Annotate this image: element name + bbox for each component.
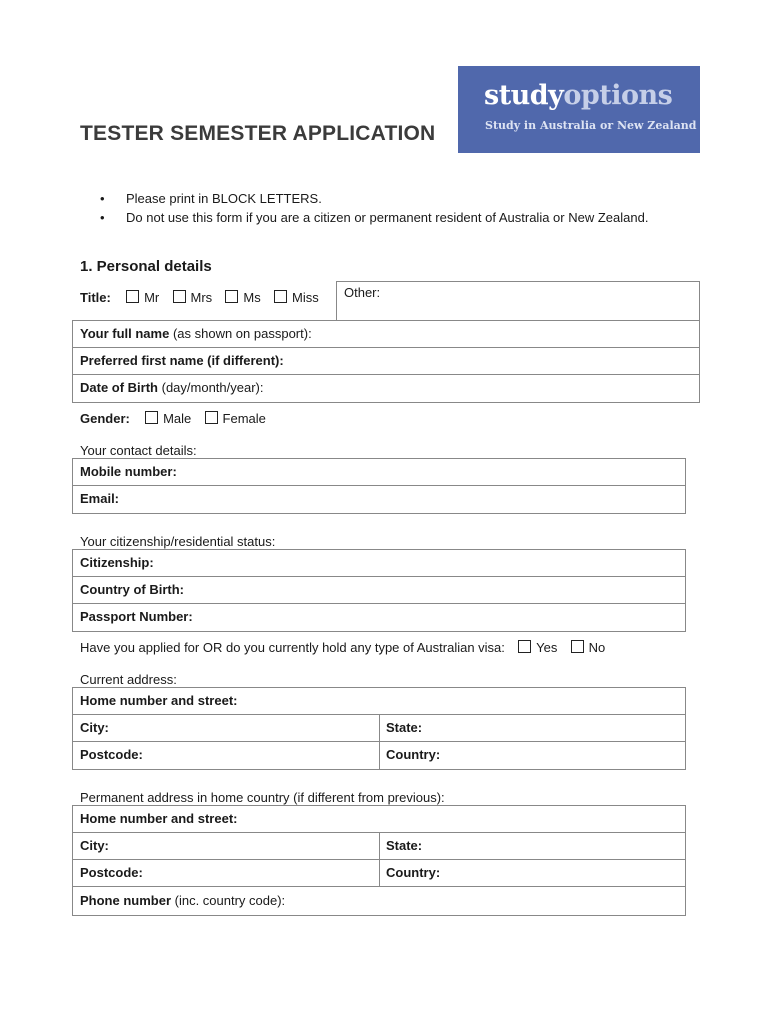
- preferred-name-field[interactable]: [73, 348, 699, 375]
- title-miss-checkbox[interactable]: [274, 290, 287, 303]
- page-title: TESTER SEMESTER APPLICATION: [80, 122, 436, 145]
- mobile-label: Mobile number:: [80, 464, 177, 479]
- passport-label: Passport Number:: [80, 609, 193, 624]
- visa-row: [80, 640, 605, 655]
- gender-male-checkbox[interactable]: [145, 411, 158, 424]
- instruction-text: Do not use this form if you are a citizen or permanent resident of Australia or New Zealand.: [126, 210, 649, 225]
- current-country-field[interactable]: [380, 742, 685, 769]
- current-postcode-field[interactable]: [73, 742, 379, 769]
- title-ms-label: Ms: [243, 290, 261, 305]
- visa-yes-label: Yes: [536, 640, 558, 655]
- current-country-label: Country:: [386, 747, 441, 762]
- bullet-icon: •: [100, 210, 105, 225]
- permanent-state-label: State:: [386, 838, 423, 853]
- visa-no-checkbox[interactable]: [571, 640, 584, 653]
- dob-label: Date of Birth: [80, 380, 158, 395]
- current-postcode-country-row: [73, 742, 685, 769]
- full-name-field[interactable]: [73, 320, 699, 348]
- citizenship-label: Citizenship:: [80, 555, 154, 570]
- dob-hint: (day/month/year):: [158, 380, 264, 395]
- contact-heading: Your contact details:: [80, 443, 197, 458]
- full-name-label: Your full name: [80, 326, 170, 341]
- current-street-label: Home number and street:: [80, 693, 238, 708]
- permanent-city-state-row: [73, 833, 685, 860]
- country-of-birth-label: Country of Birth:: [80, 582, 184, 597]
- citizenship-table: [72, 549, 686, 632]
- gender-row: [80, 411, 266, 426]
- logo-brand-b: options: [563, 80, 673, 111]
- permanent-city-label: City:: [80, 838, 109, 853]
- bullet-icon: •: [100, 191, 105, 206]
- instruction-text: Please print in BLOCK LETTERS.: [126, 191, 322, 206]
- current-city-state-row: [73, 715, 685, 742]
- email-label: Email:: [80, 491, 120, 506]
- gender-female-label: Female: [222, 411, 266, 426]
- permanent-state-field[interactable]: [380, 833, 685, 859]
- current-address-heading: Current address:: [80, 672, 177, 687]
- permanent-postcode-country-row: [73, 860, 685, 887]
- phone-field[interactable]: [73, 888, 685, 916]
- contact-table: [72, 458, 686, 514]
- title-row: [80, 290, 319, 305]
- title-mrs-checkbox[interactable]: [173, 290, 186, 303]
- preferred-name-label: Preferred first name (if different):: [80, 353, 284, 368]
- other-label: Other:: [344, 285, 381, 300]
- permanent-address-table: [72, 805, 686, 916]
- section-heading-personal: 1. Personal details: [80, 258, 212, 275]
- logo-brand-a: study: [484, 80, 564, 111]
- citizenship-heading: Your citizenship/residential status:: [80, 534, 276, 549]
- mobile-field[interactable]: [73, 459, 685, 486]
- dob-field[interactable]: [73, 375, 699, 402]
- title-ms-checkbox[interactable]: [225, 290, 238, 303]
- visa-question: Have you applied for OR do you currently hold any type of Australian visa:: [80, 640, 505, 655]
- permanent-country-field[interactable]: [380, 860, 685, 886]
- current-state-field[interactable]: [380, 715, 685, 741]
- current-state-label: State:: [386, 720, 423, 735]
- logo-tagline: Study in Australia or New Zealand: [485, 119, 697, 132]
- instruction-item: [100, 208, 680, 227]
- gender-male-label: Male: [163, 411, 192, 426]
- permanent-postcode-label: Postcode:: [80, 865, 143, 880]
- current-city-label: City:: [80, 720, 109, 735]
- visa-yes-checkbox[interactable]: [518, 640, 531, 653]
- passport-field[interactable]: [73, 604, 685, 631]
- personal-details-table: [72, 320, 700, 403]
- title-label: Title:: [80, 290, 111, 305]
- title-miss-label: Miss: [292, 290, 319, 305]
- title-mrs-label: Mrs: [190, 290, 213, 305]
- citizenship-field[interactable]: [73, 550, 685, 577]
- permanent-address-heading: Permanent address in home country (if different from previous):: [80, 790, 445, 805]
- permanent-postcode-field[interactable]: [73, 860, 379, 886]
- instructions-list: [100, 189, 680, 227]
- visa-no-label: No: [588, 640, 606, 655]
- gender-female-checkbox[interactable]: [205, 411, 218, 424]
- full-name-hint: (as shown on passport):: [169, 326, 312, 341]
- permanent-city-field[interactable]: [73, 833, 379, 859]
- title-mr-checkbox[interactable]: [126, 290, 139, 303]
- current-postcode-label: Postcode:: [80, 747, 143, 762]
- permanent-street-field[interactable]: [73, 806, 685, 833]
- gender-label: Gender:: [80, 411, 130, 426]
- current-city-field[interactable]: [73, 715, 379, 741]
- studyoptions-logo: [458, 66, 700, 153]
- title-other-field[interactable]: [336, 281, 700, 321]
- title-mr-label: Mr: [144, 290, 160, 305]
- current-street-field[interactable]: [73, 688, 685, 715]
- phone-label: Phone number: [80, 893, 172, 908]
- permanent-street-label: Home number and street:: [80, 811, 238, 826]
- country-of-birth-field[interactable]: [73, 577, 685, 604]
- permanent-country-label: Country:: [386, 865, 441, 880]
- email-field[interactable]: [73, 486, 685, 513]
- instruction-item: [100, 189, 680, 208]
- phone-hint: (inc. country code):: [171, 893, 286, 908]
- logo-brand: [484, 80, 672, 111]
- current-address-table: [72, 687, 686, 770]
